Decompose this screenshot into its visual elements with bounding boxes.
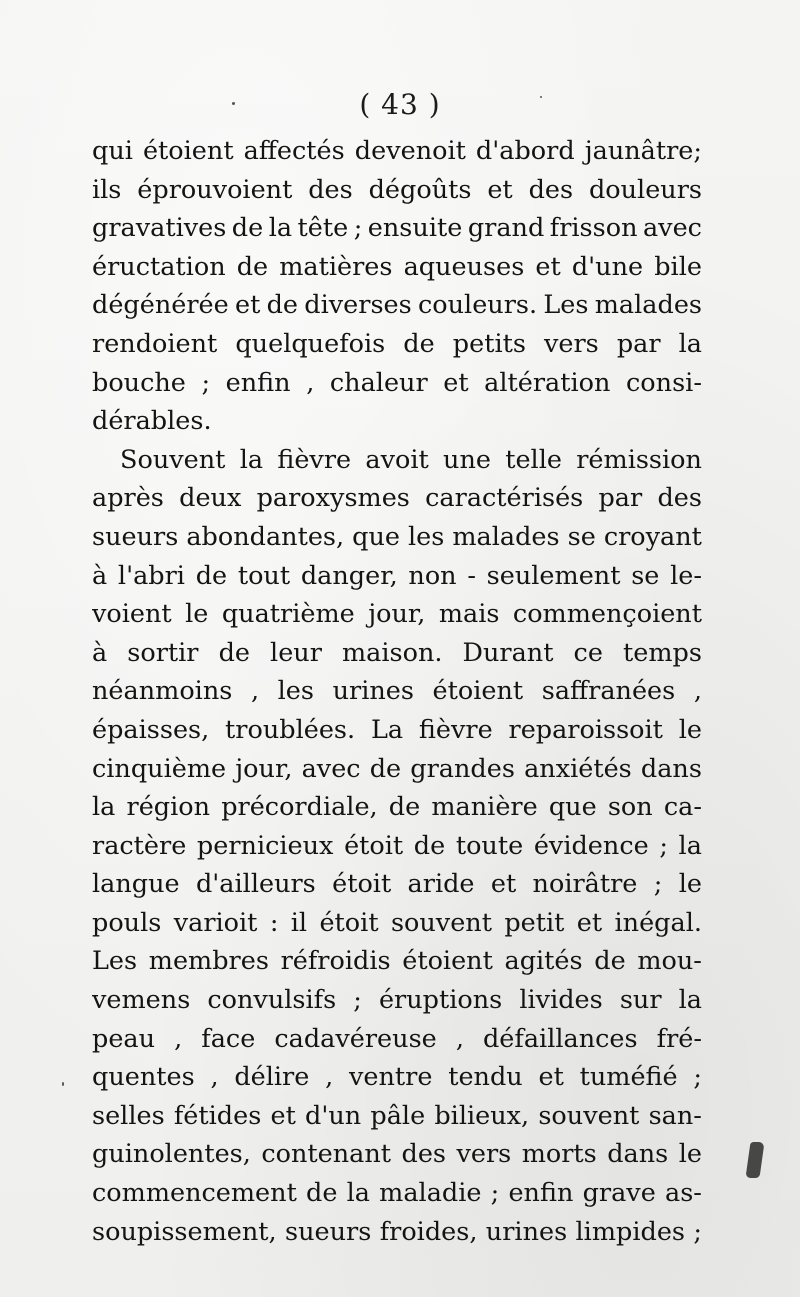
word: tête xyxy=(297,213,349,244)
text-line xyxy=(92,402,702,441)
word: défaillances xyxy=(482,1023,638,1054)
text-line xyxy=(92,672,702,711)
word: précordiale, xyxy=(221,792,378,823)
word: : xyxy=(269,907,279,938)
word: gravatives xyxy=(92,213,227,244)
word: toute xyxy=(455,830,524,861)
word: souvent xyxy=(390,907,492,938)
word: des xyxy=(308,174,353,205)
word: ca- xyxy=(663,792,702,823)
word: pouls xyxy=(92,907,162,938)
word: , xyxy=(455,1023,464,1054)
word: dans xyxy=(640,753,702,784)
word: anxiétés xyxy=(524,753,632,784)
word: noirâtre xyxy=(532,869,638,900)
word: se xyxy=(631,560,660,591)
word: reparoissoit xyxy=(508,714,663,745)
word: contenant xyxy=(261,1139,392,1170)
word: troublées. xyxy=(225,714,356,745)
word: de xyxy=(218,637,250,668)
text-line xyxy=(92,479,702,518)
word: rendoient xyxy=(92,328,218,359)
word: sur xyxy=(619,985,662,1016)
word: étoit xyxy=(344,830,404,861)
text-line xyxy=(92,441,702,480)
word: aride xyxy=(407,869,475,900)
word: fétides xyxy=(173,1100,262,1131)
word: morts xyxy=(521,1139,597,1170)
word: la xyxy=(346,1178,370,1209)
word: par xyxy=(598,483,643,514)
word: ce xyxy=(573,637,603,668)
word: à xyxy=(92,560,108,591)
word: ; xyxy=(353,985,362,1016)
word: Les xyxy=(543,290,589,321)
word: san- xyxy=(648,1100,702,1131)
page-number: ( 43 ) xyxy=(359,88,441,121)
word: mou- xyxy=(637,946,702,977)
word: grave xyxy=(582,1178,656,1209)
text-line xyxy=(92,132,702,171)
text-line xyxy=(92,248,702,287)
word: rémission xyxy=(576,444,702,475)
text-line xyxy=(92,1174,702,1213)
word: par xyxy=(616,328,661,359)
word: d'un xyxy=(305,1100,362,1131)
word: froides, xyxy=(379,1216,478,1247)
word: de xyxy=(195,560,228,591)
word: couleurs. xyxy=(417,290,538,321)
word: la xyxy=(268,213,293,244)
word: avec xyxy=(642,213,702,244)
word: pernicieux xyxy=(196,830,334,861)
word: la xyxy=(678,985,702,1016)
word: éructation xyxy=(92,251,226,282)
word: d'ailleurs xyxy=(195,869,316,900)
word: urines xyxy=(485,1216,568,1247)
word: la xyxy=(92,792,116,823)
word: frisson xyxy=(549,213,638,244)
word: petit xyxy=(504,907,565,938)
word: commencement xyxy=(92,1178,297,1209)
text-line xyxy=(92,595,702,634)
word: souvent xyxy=(538,1100,640,1131)
word: peau xyxy=(92,1023,156,1054)
word: paroxysmes xyxy=(256,483,410,514)
word: maison. xyxy=(341,637,443,668)
word: soupissement, xyxy=(92,1216,277,1247)
text-line xyxy=(92,711,702,750)
word: jour, xyxy=(235,753,293,784)
word: et xyxy=(234,290,261,321)
word: le xyxy=(678,714,702,745)
ink-speck xyxy=(62,1082,64,1086)
text-line xyxy=(92,1135,702,1174)
word: délire xyxy=(234,1062,310,1093)
word: de xyxy=(231,213,264,244)
word: les xyxy=(407,521,445,552)
word: de xyxy=(306,1178,338,1209)
word: que xyxy=(548,792,597,823)
word: et xyxy=(270,1100,296,1131)
word: sueurs xyxy=(285,1216,372,1247)
word: guinolentes, xyxy=(92,1139,251,1170)
word: des xyxy=(401,1139,447,1170)
word: son xyxy=(607,792,653,823)
word: ventre xyxy=(348,1062,433,1093)
text-line xyxy=(92,942,702,981)
text-line xyxy=(92,1058,702,1097)
word: jaunâtre; xyxy=(584,136,702,166)
word: consi- xyxy=(626,367,702,398)
word: seulement xyxy=(486,560,621,591)
word: manière xyxy=(431,792,538,823)
word: altération xyxy=(484,367,611,398)
word: de xyxy=(388,792,421,823)
word: danger, xyxy=(300,560,398,591)
word: une xyxy=(443,444,491,475)
word: , xyxy=(325,1062,334,1093)
word: - xyxy=(467,560,476,591)
word: ; xyxy=(490,1178,500,1209)
word: membres xyxy=(148,946,269,977)
word: tuméfié xyxy=(579,1062,678,1093)
word: et xyxy=(535,251,561,282)
word: enfin xyxy=(225,367,291,398)
word: des xyxy=(528,174,574,205)
word: chaleur xyxy=(329,367,428,398)
word: convulsifs xyxy=(207,985,337,1016)
word: quatrième xyxy=(221,599,355,630)
text-line xyxy=(92,286,702,325)
word: dégénérée xyxy=(92,290,229,321)
word: douleurs xyxy=(588,174,702,205)
word: la xyxy=(678,830,702,861)
word: vers xyxy=(544,328,599,359)
word: le xyxy=(185,599,209,630)
word: dérables. xyxy=(92,406,212,437)
word: urines xyxy=(332,676,414,707)
word: sortir xyxy=(127,637,199,668)
word: dans xyxy=(607,1139,669,1170)
text-line xyxy=(92,1213,702,1252)
word: maladie xyxy=(379,1178,482,1209)
word: grand xyxy=(467,213,545,244)
word: telle xyxy=(505,444,562,475)
word: abondantes, xyxy=(186,521,345,552)
word: les xyxy=(277,676,314,707)
word: deux xyxy=(179,483,242,514)
word: le xyxy=(678,869,702,900)
word: avec xyxy=(301,753,361,784)
word: après xyxy=(92,483,164,514)
word: Durant xyxy=(462,637,554,668)
word: bouche xyxy=(92,367,186,398)
ink-blot xyxy=(745,1142,764,1178)
word: épaisses, xyxy=(92,714,210,745)
text-line xyxy=(92,557,702,596)
word: évidence xyxy=(533,830,649,861)
word: jour, xyxy=(368,599,426,630)
word: vers xyxy=(456,1139,512,1170)
word: inégal. xyxy=(614,907,702,938)
text-line xyxy=(92,827,702,866)
text-line xyxy=(92,1097,702,1136)
word: d'une xyxy=(571,251,644,282)
word: , xyxy=(306,367,315,398)
word: bile xyxy=(654,251,702,282)
word: fièvre xyxy=(277,444,352,475)
word: tout xyxy=(237,560,291,591)
text-line xyxy=(92,364,702,403)
word: de xyxy=(403,328,435,359)
word: enfin xyxy=(508,1178,574,1209)
text-line xyxy=(92,904,702,943)
word: réfroidis xyxy=(280,946,391,977)
word: agités xyxy=(504,946,583,977)
word: bilieux, xyxy=(434,1100,530,1131)
word: limpides xyxy=(575,1216,686,1247)
word: croyant xyxy=(603,521,702,552)
text-line xyxy=(92,750,702,789)
word: de xyxy=(266,290,299,321)
body-text xyxy=(92,132,702,1251)
word: , xyxy=(174,1023,183,1054)
word: , xyxy=(693,676,702,707)
word: région xyxy=(126,792,211,823)
ink-speck xyxy=(232,102,235,105)
word: étoient xyxy=(402,946,493,977)
text-line xyxy=(92,1020,702,1059)
word: cinquième xyxy=(92,753,227,784)
word: vemens xyxy=(92,985,191,1016)
word: malades xyxy=(452,521,560,552)
word: ; xyxy=(201,367,211,398)
word: selles xyxy=(92,1100,165,1131)
word: leur xyxy=(270,637,322,668)
word: langue xyxy=(92,869,180,900)
text-line xyxy=(92,518,702,557)
word: le- xyxy=(670,560,702,591)
word: as- xyxy=(665,1178,702,1209)
word: que xyxy=(352,521,400,552)
word: mais xyxy=(438,599,500,630)
word: caractérisés xyxy=(425,483,584,514)
word: cadavéreuse xyxy=(274,1023,437,1054)
word: l'abri xyxy=(117,560,185,591)
word: et xyxy=(490,869,517,900)
word: étoit xyxy=(319,907,379,938)
word: et xyxy=(576,907,603,938)
word: quelquefois xyxy=(235,328,386,359)
word: et xyxy=(487,174,513,205)
word: Les xyxy=(92,946,138,977)
word: éprouvoient xyxy=(137,174,293,205)
word: matières xyxy=(279,251,393,282)
word: voient xyxy=(92,599,172,630)
word: tendu xyxy=(448,1062,523,1093)
word: de xyxy=(236,251,269,282)
word: malades xyxy=(594,290,702,321)
word: le xyxy=(678,1139,702,1170)
word: avoit xyxy=(365,444,429,475)
word: grandes xyxy=(410,753,515,784)
word: pâle xyxy=(370,1100,426,1131)
word: de xyxy=(369,753,402,784)
word: saffranées xyxy=(541,676,676,707)
word: la xyxy=(239,444,264,475)
word: dégoûts xyxy=(368,174,472,205)
word: ; xyxy=(653,869,663,900)
word: de xyxy=(594,946,626,977)
word: La xyxy=(370,714,404,745)
word: face xyxy=(201,1023,256,1054)
word: étoit xyxy=(332,869,392,900)
word: , xyxy=(250,676,260,707)
text-line xyxy=(92,865,702,904)
word: fièvre xyxy=(418,714,493,745)
word: devenoit xyxy=(354,136,466,166)
word: des xyxy=(657,483,702,514)
word: ; xyxy=(353,213,363,244)
text-line xyxy=(92,325,702,364)
text-line xyxy=(92,209,702,248)
word: diverses xyxy=(304,290,412,321)
word: aqueuses xyxy=(403,251,525,282)
word: ensuite xyxy=(367,213,463,244)
word: ils xyxy=(92,174,122,205)
word: étoient xyxy=(432,676,524,707)
word: varioit xyxy=(173,907,258,938)
word: ; xyxy=(693,1062,702,1093)
text-line xyxy=(92,634,702,673)
word: commençoient xyxy=(512,599,702,630)
word: d'abord xyxy=(475,136,575,166)
word: ; xyxy=(693,1216,702,1247)
word: il xyxy=(290,907,308,938)
word: , xyxy=(210,1062,219,1093)
word: se xyxy=(567,521,596,552)
word: la xyxy=(678,328,702,359)
word: éruptions xyxy=(378,985,503,1016)
word: et xyxy=(538,1062,564,1093)
word: non xyxy=(408,560,457,591)
word: ; xyxy=(659,830,668,861)
ink-speck xyxy=(540,96,542,98)
word: étoient xyxy=(142,136,234,166)
word: sueurs xyxy=(92,521,179,552)
word: petits xyxy=(452,328,526,359)
word: ractère xyxy=(92,830,187,861)
word: temps xyxy=(622,637,702,668)
word: et xyxy=(443,367,469,398)
word: affectés xyxy=(243,136,345,166)
text-line xyxy=(92,171,702,210)
text-line xyxy=(92,981,702,1020)
text-line xyxy=(92,788,702,827)
word: livides xyxy=(519,985,603,1016)
word: néanmoins xyxy=(92,676,233,707)
word: quentes xyxy=(92,1062,195,1093)
word: Souvent xyxy=(120,444,226,475)
word: à xyxy=(92,637,108,668)
word: de xyxy=(413,830,446,861)
word: qui xyxy=(92,136,133,166)
word: fré- xyxy=(656,1023,702,1054)
